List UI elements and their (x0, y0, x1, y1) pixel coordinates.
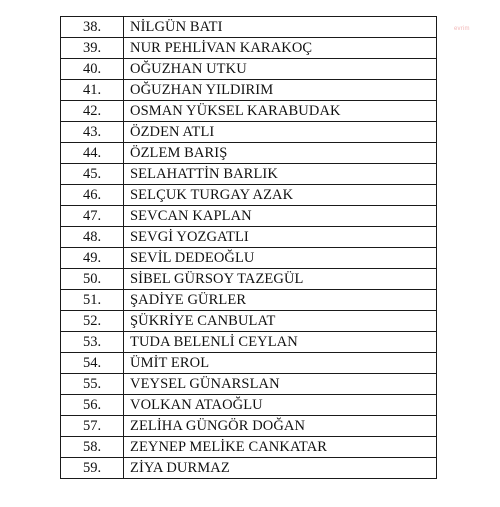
names-table-body (61, 17, 437, 479)
row-number: 49. (61, 248, 124, 269)
table-row (61, 248, 437, 269)
person-name: NUR PEHLİVAN KARAKOÇ (124, 38, 437, 59)
table-row (61, 290, 437, 311)
person-name: VOLKAN ATAOĞLU (124, 395, 437, 416)
person-name: SELAHATTİN BARLIK (124, 164, 437, 185)
person-name: ŞADİYE GÜRLER (124, 290, 437, 311)
person-name: ÖZLEM BARIŞ (124, 143, 437, 164)
person-name: SEVCAN KAPLAN (124, 206, 437, 227)
table-row (61, 332, 437, 353)
row-number: 40. (61, 59, 124, 80)
table-row (61, 311, 437, 332)
row-number: 45. (61, 164, 124, 185)
row-number: 58. (61, 437, 124, 458)
person-name: OSMAN YÜKSEL KARABUDAK (124, 101, 437, 122)
row-number: 51. (61, 290, 124, 311)
row-number: 56. (61, 395, 124, 416)
table-row (61, 101, 437, 122)
table-row (61, 353, 437, 374)
table-row (61, 269, 437, 290)
table-row (61, 38, 437, 59)
row-number: 54. (61, 353, 124, 374)
person-name: OĞUZHAN UTKU (124, 59, 437, 80)
table-row (61, 227, 437, 248)
person-name: ÖZDEN ATLI (124, 122, 437, 143)
table-row (61, 143, 437, 164)
table-row (61, 206, 437, 227)
person-name: VEYSEL GÜNARSLAN (124, 374, 437, 395)
row-number: 43. (61, 122, 124, 143)
person-name: ZİYA DURMAZ (124, 458, 437, 479)
table-row (61, 437, 437, 458)
person-name: ÜMİT EROL (124, 353, 437, 374)
person-name: ZEYNEP MELİKE CANKATAR (124, 437, 437, 458)
row-number: 53. (61, 332, 124, 353)
person-name: SELÇUK TURGAY AZAK (124, 185, 437, 206)
row-number: 47. (61, 206, 124, 227)
person-name: TUDA BELENLİ CEYLAN (124, 332, 437, 353)
row-number: 55. (61, 374, 124, 395)
table-row (61, 59, 437, 80)
person-name: SİBEL GÜRSOY TAZEGÜL (124, 269, 437, 290)
row-number: 50. (61, 269, 124, 290)
row-number: 59. (61, 458, 124, 479)
table-row (61, 458, 437, 479)
row-number: 41. (61, 80, 124, 101)
row-number: 52. (61, 311, 124, 332)
person-name: SEVGİ YOZGATLI (124, 227, 437, 248)
names-table (60, 16, 437, 479)
row-number: 57. (61, 416, 124, 437)
person-name: ZELİHA GÜNGÖR DOĞAN (124, 416, 437, 437)
table-row (61, 17, 437, 38)
person-name: NİLGÜN BATI (124, 17, 437, 38)
table-row (61, 416, 437, 437)
row-number: 39. (61, 38, 124, 59)
table-row (61, 185, 437, 206)
person-name: OĞUZHAN YILDIRIM (124, 80, 437, 101)
table-row (61, 164, 437, 185)
row-number: 44. (61, 143, 124, 164)
row-number: 38. (61, 17, 124, 38)
table-row (61, 395, 437, 416)
row-number: 42. (61, 101, 124, 122)
row-number: 48. (61, 227, 124, 248)
table-row (61, 80, 437, 101)
table-row (61, 374, 437, 395)
watermark-text: evrim (454, 26, 470, 32)
table-row (61, 122, 437, 143)
person-name: SEVİL DEDEOĞLU (124, 248, 437, 269)
person-name: ŞÜKRİYE CANBULAT (124, 311, 437, 332)
row-number: 46. (61, 185, 124, 206)
